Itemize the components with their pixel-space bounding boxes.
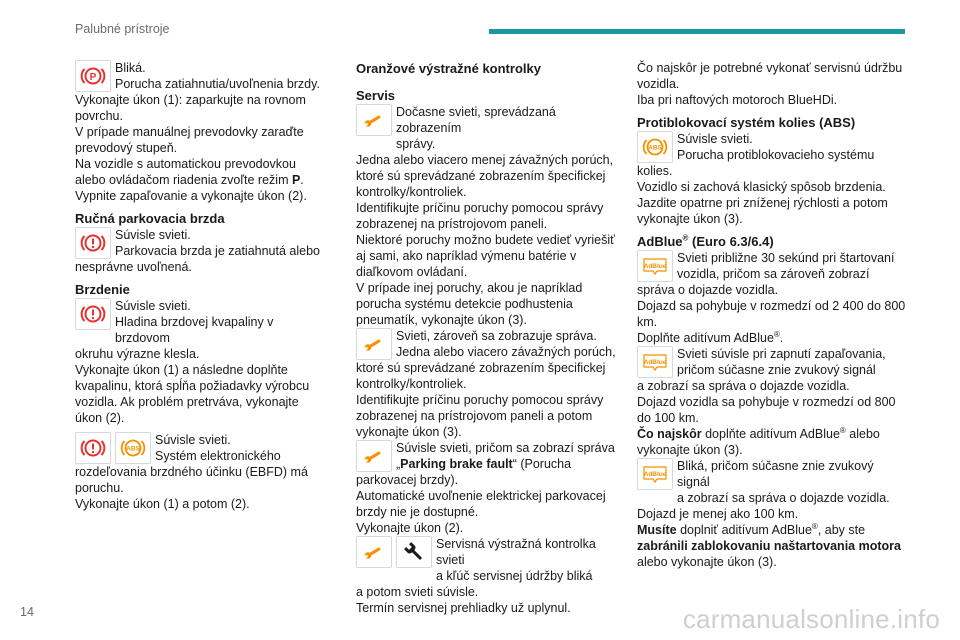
text: Dojazd je menej ako 100 km. xyxy=(637,507,799,521)
adblue-row-2 xyxy=(637,346,909,378)
text: a kľúč servisnej údržby bliká xyxy=(436,569,593,583)
brake-warning-icon xyxy=(75,227,111,259)
text: Čo najskôr je potrebné vykonať servisnú údržbu vozidla. xyxy=(637,61,903,91)
svg-text:ABS: ABS xyxy=(126,445,140,453)
text: Svieti, zároveň sa zobrazuje správa. xyxy=(396,329,597,343)
brake-warning-icon xyxy=(75,298,111,330)
text: Automatické uvoľnenie elektrickej parkovacej brzdy nie je dostupné. xyxy=(356,489,606,519)
section-heading-orange: Oranžové výstražné kontrolky xyxy=(356,61,541,76)
svg-text:AdBlue: AdBlue xyxy=(643,471,667,478)
text: “ (Porucha xyxy=(512,457,572,471)
text: Termín servisnej prehliadky už uplynul. xyxy=(356,601,571,615)
text: alebo vykonajte úkon (3). xyxy=(637,555,777,569)
text: Vykonajte úkon (2). xyxy=(356,521,464,535)
service-row xyxy=(356,104,624,152)
text: V prípade inej poruchy, akou je napríklad porucha systému detekcie podhustenia pneumatík, vykonajte úkon (3). xyxy=(356,281,583,327)
text: Jedna alebo viacero menej závažných porúch, ktoré sú sprevádzané zobrazením špecifickej kontrolky/kontroliek. xyxy=(356,153,614,199)
text: Niektoré poruchy možno budete vedieť vyriešiť aj sami, ako napríklad výmenu batérie v diaľkovom ovládaní. xyxy=(356,233,615,279)
svg-text:ABS: ABS xyxy=(648,144,662,152)
text: , aby ste xyxy=(817,523,866,537)
text: . xyxy=(779,331,784,345)
abs-row xyxy=(637,131,909,163)
handbrake-row xyxy=(75,227,325,259)
text: ® xyxy=(811,521,818,531)
text xyxy=(637,426,909,458)
text: „ xyxy=(396,457,401,471)
text: Identifikujte príčinu poruchy pomocou správy zobrazenej na prístrojovom paneli. xyxy=(356,201,604,231)
text: Porucha protiblokovacieho systému xyxy=(677,148,875,162)
abs-icon xyxy=(115,432,151,464)
section-heading-service: Servis xyxy=(356,88,396,103)
service-row-4 xyxy=(356,536,624,584)
text: Na vozidle s automatickou prevodovkou alebo ovládačom riadenia zvoľte režim xyxy=(75,157,296,187)
text: okruhu výrazne klesla. xyxy=(75,347,200,361)
text: pričom súčasne znie zvukový signál xyxy=(677,363,876,377)
text xyxy=(637,330,909,346)
text: Servisná výstražná kontrolka svieti xyxy=(436,537,596,567)
header-accent-bar xyxy=(489,29,905,34)
text: Bliká. xyxy=(115,61,146,75)
text: Vykonajte úkon (1): zaparkujte na rovnom povrchu. xyxy=(75,93,306,123)
watermark: carmanualsonline.info xyxy=(682,604,940,634)
text: Dočasne svieti, sprevádzaná zobrazením xyxy=(396,105,556,135)
text: Systém elektronického xyxy=(155,449,281,463)
text: Svieti súvisle pri zapnutí zapaľovania, xyxy=(677,347,886,361)
svg-text:P: P xyxy=(89,72,97,83)
text: ktoré sú sprevádzané zobrazením špecifickej kontrolky/kontroliek. xyxy=(356,361,606,391)
text: Čo najskôr xyxy=(637,427,702,441)
text: ® xyxy=(839,425,846,435)
service-row-3 xyxy=(356,440,624,472)
svg-text:AdBlue: AdBlue xyxy=(643,359,667,366)
text: Jedna alebo viacero závažných porúch, xyxy=(396,345,616,359)
ebfd-row xyxy=(75,432,325,464)
text: a zobrazí sa správa o dojazde vozidla. xyxy=(677,491,890,505)
text: Iba pri naftových motoroch BlueHDi. xyxy=(637,93,838,107)
text: P xyxy=(291,173,301,187)
text xyxy=(396,456,624,472)
text: nesprávne uvoľnená. xyxy=(75,260,192,274)
text: doplniť aditívum AdBlue xyxy=(676,523,812,537)
parking-brake-fault-row xyxy=(75,60,325,92)
text: Vozidlo si zachová klasický spôsob brzdenia. Jazdite opatrne pri zníženej rýchlosti a potom vykonajte úkon (3). xyxy=(637,180,888,226)
text: a zobrazí sa správa o dojazde vozidla. xyxy=(637,379,850,393)
text: správa o dojazde vozidla. xyxy=(637,283,779,297)
text: správy. xyxy=(396,137,436,151)
text: Identifikujte príčinu poruchy pomocou správy zobrazenej na prístrojovom paneli a potom vykonajte úkon (3). xyxy=(356,393,604,439)
text: Musíte xyxy=(637,523,677,537)
text: Bliká, pričom súčasne znie zvukový signál xyxy=(677,459,874,489)
column-right xyxy=(637,60,909,570)
abs-icon xyxy=(637,131,673,163)
adblue-icon xyxy=(637,346,673,378)
text: rozdeľovania brzdného účinku (EBFD) má poruchu. xyxy=(75,465,308,495)
adblue-icon xyxy=(637,250,673,282)
text: Vykonajte úkon (1) a následne doplňte kvapalinu, ktorá spĺňa požiadavky výrobcu vozidla. Ak problém pretrváva, vykonajte úkon (2). xyxy=(75,363,310,425)
text: . xyxy=(300,173,304,187)
wrench-icon xyxy=(356,104,392,136)
text: Dojazd vozidla sa pohybuje v rozmedzí od 800 do 100 km. xyxy=(637,395,896,425)
brakes-row xyxy=(75,298,325,346)
text: Hladina brzdovej kvapaliny v brzdovom xyxy=(115,315,274,345)
text: Vykonajte úkon (1) a potom (2). xyxy=(75,497,250,511)
wrench-icon xyxy=(356,328,392,360)
header-title: Palubné prístroje xyxy=(75,22,170,36)
text: Súvisle svieti. xyxy=(155,433,231,447)
text: ® xyxy=(773,329,780,339)
section-heading-handbrake: Ručná parkovacia brzda xyxy=(75,211,225,226)
text: kolies. xyxy=(637,164,673,178)
text: Svieti približne 30 sekúnd pri štartovaní xyxy=(677,251,895,265)
page-number: 14 xyxy=(20,605,34,619)
parking-brake-fault-icon xyxy=(75,60,111,92)
svg-text:AdBlue: AdBlue xyxy=(643,263,667,270)
text: a potom svieti súvisle. xyxy=(356,585,479,599)
section-heading-adblue xyxy=(637,233,909,250)
text: Parking brake fault xyxy=(400,457,513,471)
text xyxy=(75,156,325,188)
spanner-icon xyxy=(396,536,432,568)
text: parkovacej brzdy). xyxy=(356,473,459,487)
text: Vypnite zapaľovanie a vykonajte úkon (2). xyxy=(75,189,307,203)
text: Súvisle svieti. xyxy=(115,299,191,313)
text: Parkovacia brzda je zatiahnutá alebo xyxy=(115,244,320,258)
text: alebo vykonajte úkon (3). xyxy=(637,427,880,457)
text: Dojazd sa pohybuje v rozmedzí od 2 400 do 800 km. xyxy=(637,299,906,329)
text: (Euro 6.3/6.4) xyxy=(688,234,774,249)
column-middle xyxy=(356,60,624,616)
service-row-2 xyxy=(356,328,624,360)
wrench-icon xyxy=(356,440,392,472)
adblue-row-3 xyxy=(637,458,909,506)
text: ® xyxy=(682,233,689,243)
text: Súvisle svieti, pričom sa zobrazí správa xyxy=(396,441,615,455)
text: Súvisle svieti. xyxy=(677,132,753,146)
text xyxy=(637,522,909,570)
text: Súvisle svieti. xyxy=(115,228,191,242)
brake-warning-icon xyxy=(75,432,111,464)
text: Porucha zatiahnutia/uvoľnenia brzdy. xyxy=(115,77,320,91)
adblue-icon xyxy=(637,458,673,490)
text: zabránili zablokovaniu naštartovania motora xyxy=(637,539,901,553)
text: Doplňte aditívum AdBlue xyxy=(637,331,774,345)
column-left xyxy=(75,60,325,512)
text: vozidla, pričom sa zároveň zobrazí xyxy=(677,267,870,281)
text: AdBlue xyxy=(637,234,683,249)
text: doplňte aditívum AdBlue xyxy=(701,427,840,441)
wrench-icon xyxy=(356,536,392,568)
section-heading-brakes: Brzdenie xyxy=(75,282,130,297)
section-heading-abs: Protiblokovací systém kolies (ABS) xyxy=(637,115,856,130)
text: V prípade manuálnej prevodovky zaraďte prevodový stupeň. xyxy=(75,125,304,155)
adblue-row-1 xyxy=(637,250,909,282)
